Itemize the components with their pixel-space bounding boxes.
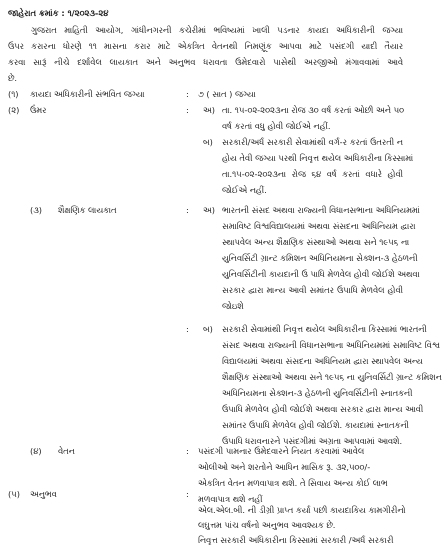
salary-line: ઓલીઓ અને શરતોને આધિન માસિક રૂ. ૩૨,૫૦૦/-: [198, 462, 371, 472]
vacancy-count: ૭ ( સાત ) જગ્યા: [198, 89, 256, 99]
section-label: વેતન: [58, 446, 75, 456]
section-colon: :: [186, 205, 189, 215]
intro-line: છે.: [8, 73, 18, 83]
clause-line: જોઈએ નહીં.: [222, 185, 267, 195]
clause-line: યુનિવર્સિટીની કાયદાની ઉ પાધિ મેળવેલ હોવી જોઈશે અથવા: [222, 269, 420, 279]
section-number: (૫): [8, 489, 20, 499]
salary-line: એકત્રિત વેતન મળવાપાત્ર થશે. તે સિવાય અન્ય કોઈ લાભ: [198, 478, 388, 488]
clause-line: શૈક્ષણિક સંસ્થાઓ અથવા સને ૧૯૫૬ ના યુનિવર્સિટી ગ્રાન્ટ કમિશન: [222, 372, 442, 382]
section-colon: :: [186, 446, 189, 456]
clause-line: સરકારી/અર્ધ સરકારી સેવામાંથી વર્ગ-ર કરતાં ઉતરતી ન: [222, 137, 403, 147]
clause-line: ઉપાધિ ધરાવનારને પસંદગીમાં અગ્રતા આપવામાં આવશે.: [222, 436, 403, 446]
section-label: અનુભવ: [30, 489, 57, 499]
section-colon: :: [186, 489, 189, 499]
section-label: ઉંમર: [30, 105, 47, 115]
clause-line: જોઇશે: [222, 301, 244, 311]
clause-line: વિદ્યાલયમાં અથવા સંસદના અધિનિયમ દ્વારા સ્થાપવેલ અન્ય: [222, 356, 423, 366]
clause-line: યુનિવર્સિટી ગ્રાન્ટ કમિશન અધિનિયમના સેક્શન-૩ હેઠળની: [222, 253, 418, 263]
clause-line: સ્થાપવેલ અન્ય શૈક્ષણિક સંસ્થાઓ અથવા સને ૧૯૫૬ ના: [222, 237, 410, 247]
section-number: (૧): [8, 89, 19, 99]
intro-line: ગુજરાત માહિતી આયોગ, ગાંધીનગરની કચેરીમાં ભવિષ્યમાં ખાલી પડનાર કાયદા અધિકારીની જગ્યા: [31, 25, 403, 35]
section-label: કાયદા અધિકારીની સંભવિત જગ્યા: [30, 89, 145, 99]
section-colon: :: [186, 89, 189, 99]
clause-line: સરકારી સેવામાંથી નિવૃત્ત થયેલ અધિકારીના કિસ્સામાં ભારતની: [222, 324, 427, 334]
intro-line: કરવા સારૂં નીચે દર્શાવેલ લાયકાત અને અનુભવ ધરાવતા ઉમેદવારો પાસેથી અરજીઓ મંગાવવામાં આવે: [8, 57, 403, 67]
clause-marker: અ): [203, 105, 215, 115]
clause-line: વર્ષ કરતાં વધુ હોવી જોઈએ નહીં.: [222, 121, 331, 131]
salary-line: પસંદગી પામનાર ઉમેદવારને નિયત કરવામાં આવેલ: [198, 446, 365, 456]
clause-line: સંસદ અથવા રાજ્યની વિધાનસભાના અધિનિયમમાં સમાવિષ્ટ વિશ્વ: [222, 340, 440, 350]
clause-line: તા. ૧૫-૦૨-૨૦૨૩ના રોજ ૩૦ વર્ષ કરતાં ઓછી અને ૫૦: [222, 105, 405, 115]
clause-line: સરકાર દ્વારા માન્ય આવી સમાંતર ઉપાધિ મેળવેલ હોવી: [222, 285, 403, 295]
clause-line: હોય તેવી જગ્યા પરથી નિવૃત્ત થયેલ અધિકારીના કિસ્સામાં: [222, 153, 414, 163]
ad-number: જાહેરાત ક્રમાંક : ૧/૨૦૨૩-૨૪: [8, 8, 109, 18]
clause-marker: અ): [203, 205, 215, 215]
section-number: (૪): [30, 446, 42, 456]
clause-marker: બ): [203, 324, 213, 334]
clause-line: તા.૧૫-૦૨-૨૦૨૩ના રોજ ૬૪ વર્ષ કરતાં વધારે હોવી: [222, 169, 403, 179]
section-number: (૨): [8, 105, 20, 115]
clause-marker: બ): [203, 137, 213, 147]
clause-line: સમાંતર ઉપાધિ મેળવેલ હોવી જોઈશે. કાયદામાં સ્નાતકની: [222, 420, 409, 430]
section-colon: :: [186, 105, 189, 115]
salary-line: મળવાપાત્ર થશે નહીં: [198, 494, 263, 504]
section-label: શૈક્ષણિક લાયકાત: [58, 205, 117, 215]
clause-line: ઉપાધિ મેળવેલ હોવી જોઈશે અથવા સરકાર દ્વારા માન્ય આવી: [222, 404, 424, 414]
experience-line: લઘુત્તમ પાંચ વર્ષનો અનુભવ આવશ્યક છે.: [198, 520, 336, 530]
section-number: (૩): [30, 205, 42, 215]
experience-line: એલ.એલ.બી. ની ડીગ્રી પ્રાપ્ત કર્યા પછી કાયદાકિય કામગીરીનો: [198, 505, 406, 515]
experience-line: નિવૃત્ત સરકારી અધિકારીના કિસ્સામાં સરકારી /અર્ધ સરકારી: [198, 535, 394, 545]
clause-line: સમાવિષ્ટ વિશ્વવિદ્યાલયમાં અથવા સંસદના અધિનિયમ દ્વારા: [222, 221, 416, 231]
intro-line: ઉપર કરારના ધોરણે ૧૧ માસના કરાર માટે એકત્રિત વેતનથી નિમણૂંક આપવા માટે પસંદગી યાદી તૈયાર: [8, 41, 403, 51]
section-colon: :: [186, 324, 189, 334]
clause-line: ભારતની સંસદ અથવા રાજ્યની વિધાનસભાના અધિનિયમમાં: [222, 205, 420, 215]
clause-line: અધિનિયમના સેક્શન-૩ હેઠળની યુનિવર્સિટીની સ્નાતકની: [222, 388, 413, 398]
